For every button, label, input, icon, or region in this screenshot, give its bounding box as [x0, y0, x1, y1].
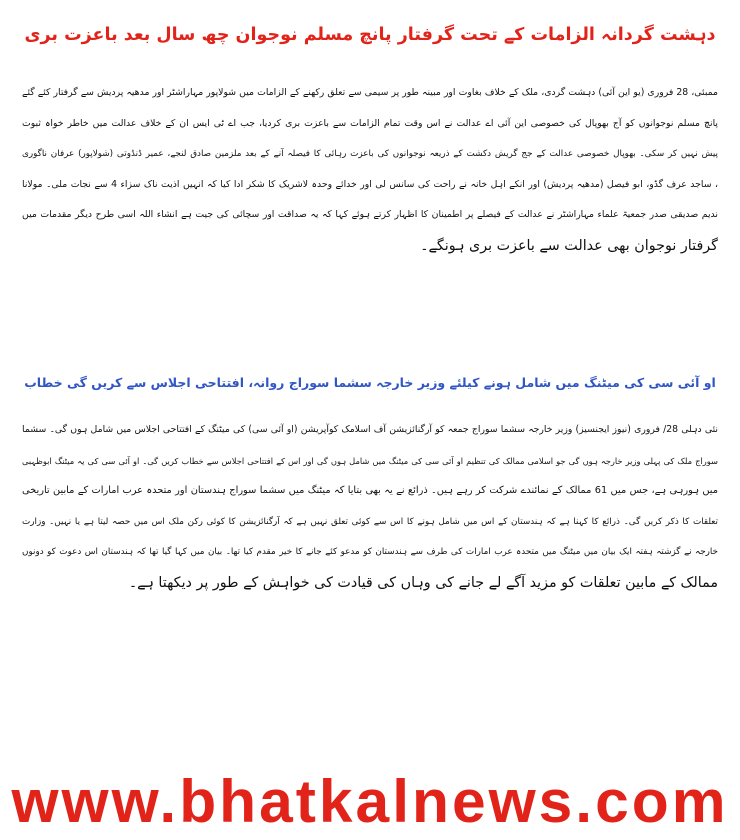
article2-line: ممالک کے مابین تعلقات کو مزید آگے لے جانے کی وہاں کی قیادت کی خواہش کے طور پر دیکھتا ہے۔	[128, 574, 718, 591]
article1-line: ممبئی، 28 فروری (یو این آئی) دہشت گردی، ملک کے خلاف بغاوت اور مبینہ طور پر سیمی سے تعلق رکھنے کے الزامات میں شولاپور مہاراشٹر اور مدھیہ پردیش سے گرفتار کئے گئے	[22, 87, 718, 98]
article1-line: پانچ مسلم نوجوانوں کو آج بھوپال کی خصوصی این آئی اے عدالت نے اس وقت تمام الزامات سے باعزت بری کردیا، جب اے ٹی ایس ان کے خلاف عدالت میں خاطر خواہ ثبوت	[22, 117, 718, 129]
article1-line: ندیم صدیقی صدر جمعیۃ علماء مہاراشٹر نے عدالت کے فیصلے پر اطمینان کا اظہار کرتے ہوئے کہا کہ یہ صداقت اور سچائی کی جیت ہے انشاء اللہ اسی طرح دیگر مقدمات میں	[22, 209, 718, 220]
article2-line: نئی دہلی 28/ فروری (نیوز ایجنسیز) وزیر خارجہ سشما سوراج جمعہ کو آرگنائزیشن آف اسلامک کوآپریشن (او آئی سی) کی میٹنگ کے افتتاحی اجلاس میں شامل ہوں گی۔ سشما	[22, 424, 718, 435]
article2-line: خارجہ نے گزشتہ ہفتہ ایک بیان میں میٹنگ میں متحدہ عرب امارات کی طرف سے ہندستان کو مدعو کئے جانے کا خیر مقدم کیا تھا۔ بیان میں کہا گیا تھا کہ ہندستان اس دعوت کو دونوں	[22, 547, 718, 557]
article1-line: گرفتار نوجوان بھی عدالت سے باعزت بری ہونگے۔	[420, 237, 718, 254]
article2-headline: او آئی سی کی میٹنگ میں شامل ہونے کیلئے وزیر خارجہ سشما سوراج روانہ، افتتاحی اجلاس سے کریں گی خطاب	[24, 375, 716, 390]
website-watermark: www.bhatkalnews.com	[11, 767, 729, 835]
article2-body	[22, 415, 718, 715]
article1-line: پیش نہیں کر سکی۔ بھوپال خصوصی عدالت کے جج گریش دکشت کے ذریعہ نوجوانوں کی باعزت رہائی کا فیصلہ آنے کے بعد ملزمین صادق لنجے، عمیر ڈنڈوتی (شولاپور) عرفان ناگوری	[22, 149, 718, 159]
article1-headline: دہشت گردانہ الزامات کے تحت گرفتار پانچ مسلم نوجوان چھ سال بعد باعزت بری	[24, 25, 716, 45]
article2-line: سوراج ملک کی پہلی وزیر خارجہ ہوں گی جو اسلامی ممالک کی تنظیم او آئی سی کی میٹنگ میں شامل ہوں گی اور اس کے افتتاحی اجلاس سے خطاب کریں گی۔ او آئی سی کی یہ میٹنگ ابوظہبی	[22, 455, 718, 466]
article2-line: میں ہورہی ہے، جس میں 61 ممالک کے نمائندے شرکت کر رہے ہیں۔ ذرائع نے یہ بھی بتایا کہ میٹنگ میں سشما سوراج ہندستان اور متحدہ عرب امارات کے مابین تاریخی	[22, 485, 718, 496]
article1-line: ، ساجد عرف گڈو، ابو فیصل (مدھیہ پردیش) اور انکے اہل خانہ نے راحت کی سانس لی اور خدائے وحدہ لاشریک کا شکر ادا کیا کہ انہیں اذیت ناک سزاء 4 سے نجات ملی۔ مولانا	[22, 178, 718, 190]
article2-line: تعلقات کا ذکر کریں گی۔ ذرائع کا کہنا ہے کہ ہندستان کے اس میں شامل ہونے کا اس سے کوئی تعلق نہیں ہے کہ آرگنائزیشن کا کوئی رکن ملک اس میں حصہ لیتا ہے یا نہیں۔ وزارت	[22, 516, 718, 527]
article1-body	[22, 78, 718, 340]
